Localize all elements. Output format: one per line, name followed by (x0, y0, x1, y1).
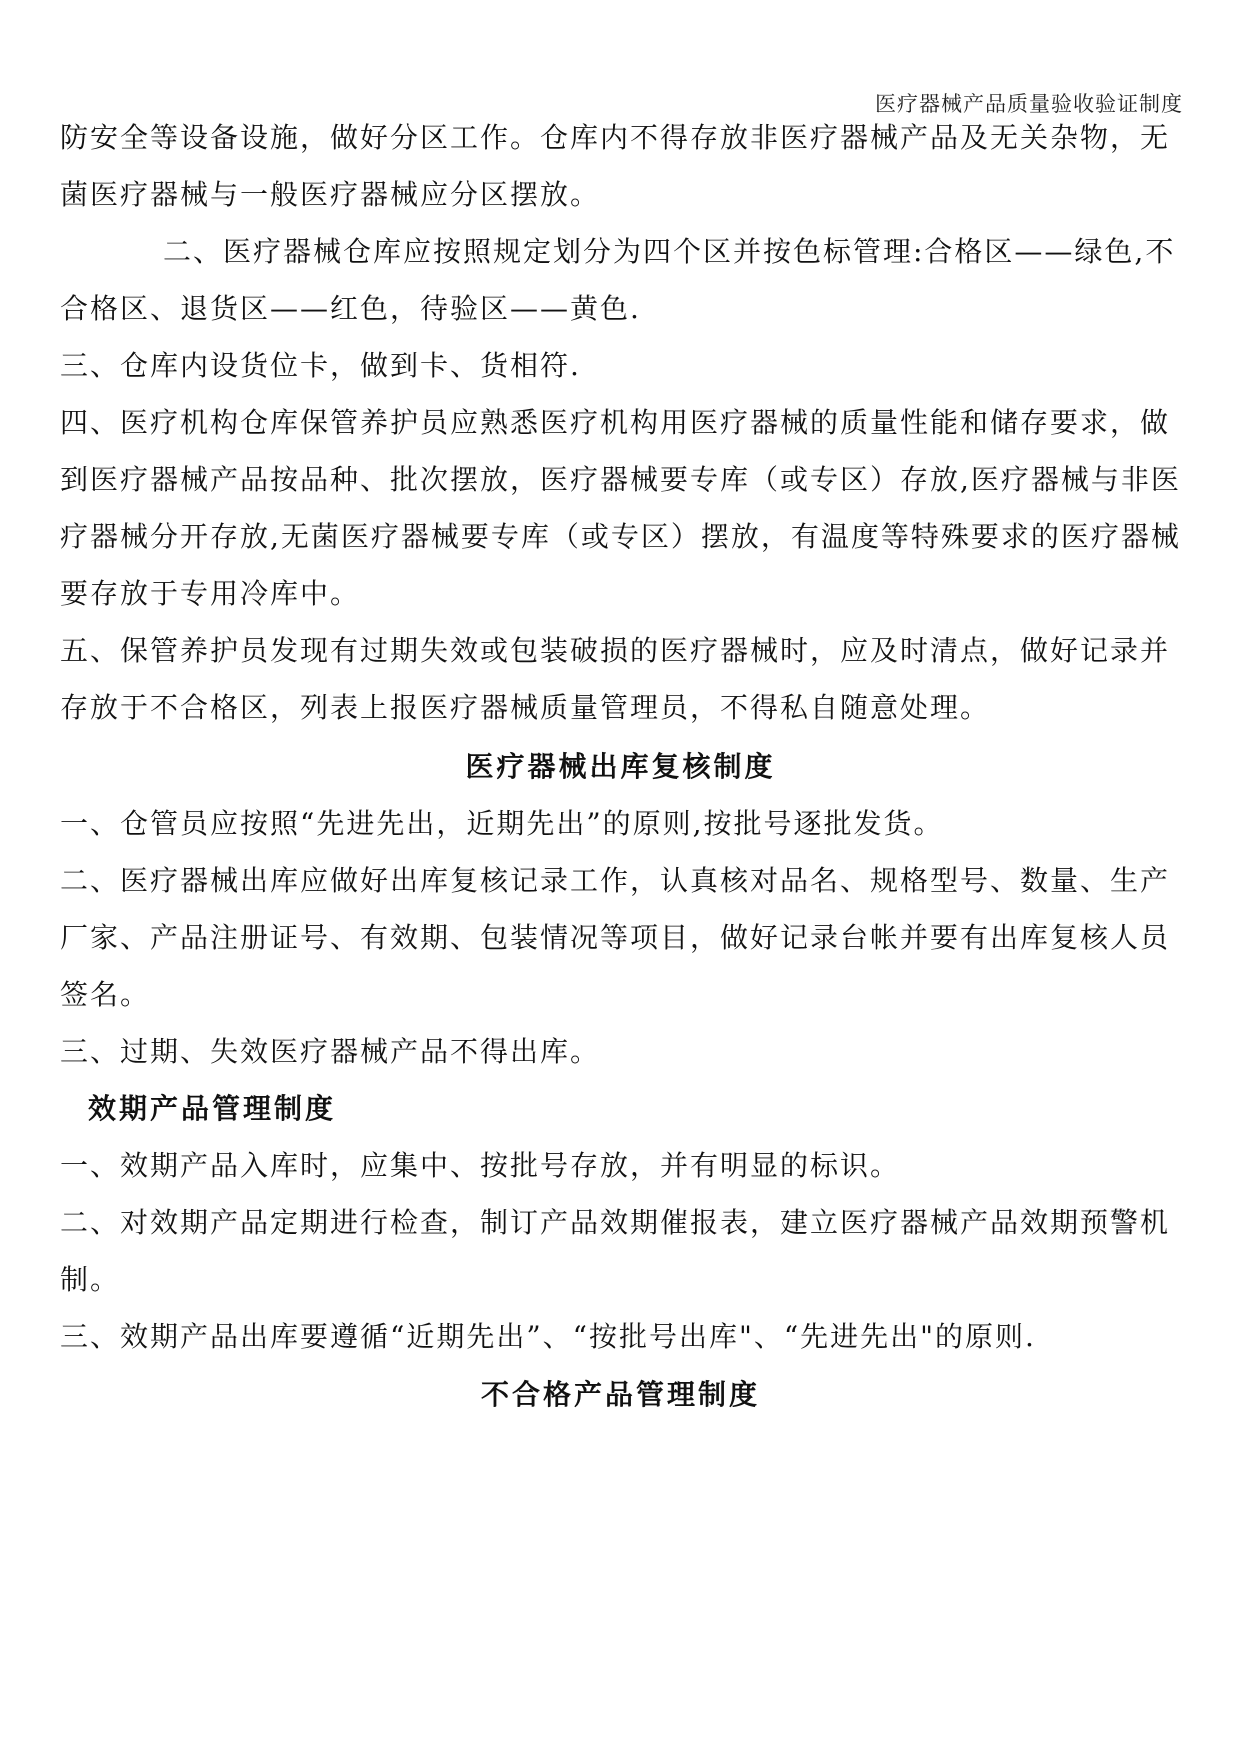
paragraph-line: 制。 (60, 1263, 121, 1296)
paragraph-line: 要存放于专用冷库中。 (60, 577, 361, 610)
paragraph-line: 四、医疗机构仓库保管养护员应熟悉医疗机构用医疗器械的质量性能和储存要求，做 (60, 406, 1171, 439)
paragraph-line: 存放于不合格区，列表上报医疗器械质量管理员，不得私自随意处理。 (60, 691, 991, 724)
section-heading-nonconforming: 不合格产品管理制度 (480, 1378, 760, 1411)
section-heading-expiry: 效期产品管理制度 (88, 1092, 337, 1125)
paragraph-line: 厂家、产品注册证号、有效期、包装情况等项目，做好记录台帐并要有出库复核人员 (60, 921, 1171, 954)
paragraph-line: 三、过期、失效医疗器械产品不得出库。 (60, 1035, 601, 1068)
paragraph-line: 菌医疗器械与一般医疗器械应分区摆放。 (60, 178, 601, 211)
paragraph-line: 疗器械分开存放,无菌医疗器械要专库（或专区）摆放，有温度等特殊要求的医疗器械 (60, 520, 1181, 553)
paragraph-line: 防安全等设备设施，做好分区工作。仓库内不得存放非医疗器械产品及无关杂物，无 (60, 121, 1171, 154)
paragraph-line: 二、医疗器械出库应做好出库复核记录工作，认真核对品名、规格型号、数量、生产 (60, 864, 1171, 897)
paragraph-line: 签名。 (60, 978, 151, 1011)
paragraph-line: 二、医疗器械仓库应按照规定划分为四个区并按色标管理:合格区——绿色,不 (163, 235, 1176, 268)
paragraph-line: 五、保管养护员发现有过期失效或包装破损的医疗器械时，应及时清点，做好记录并 (60, 634, 1171, 667)
running-header: 医疗器械产品质量验收验证制度 (875, 92, 1183, 116)
paragraph-line: 三、仓库内设货位卡，做到卡、货相符. (60, 349, 581, 382)
paragraph-line: 二、对效期产品定期进行检查，制订产品效期催报表，建立医疗器械产品效期预警机 (60, 1206, 1171, 1239)
paragraph-line: 一、仓管员应按照“先进先出，近期先出”的原则,按批号逐批发货。 (60, 807, 944, 840)
section-heading-outbound: 医疗器械出库复核制度 (465, 750, 776, 783)
paragraph-line: 三、效期产品出库要遵循“近期先出”、“按批号出库"、“先进先出"的原则. (60, 1320, 1036, 1353)
paragraph-line: 到医疗器械产品按品种、批次摆放，医疗器械要专库（或专区）存放,医疗器械与非医 (60, 463, 1181, 496)
paragraph-line: 一、效期产品入库时，应集中、按批号存放，并有明显的标识。 (60, 1149, 901, 1182)
paragraph-line: 合格区、退货区——红色，待验区——黄色. (60, 292, 641, 325)
